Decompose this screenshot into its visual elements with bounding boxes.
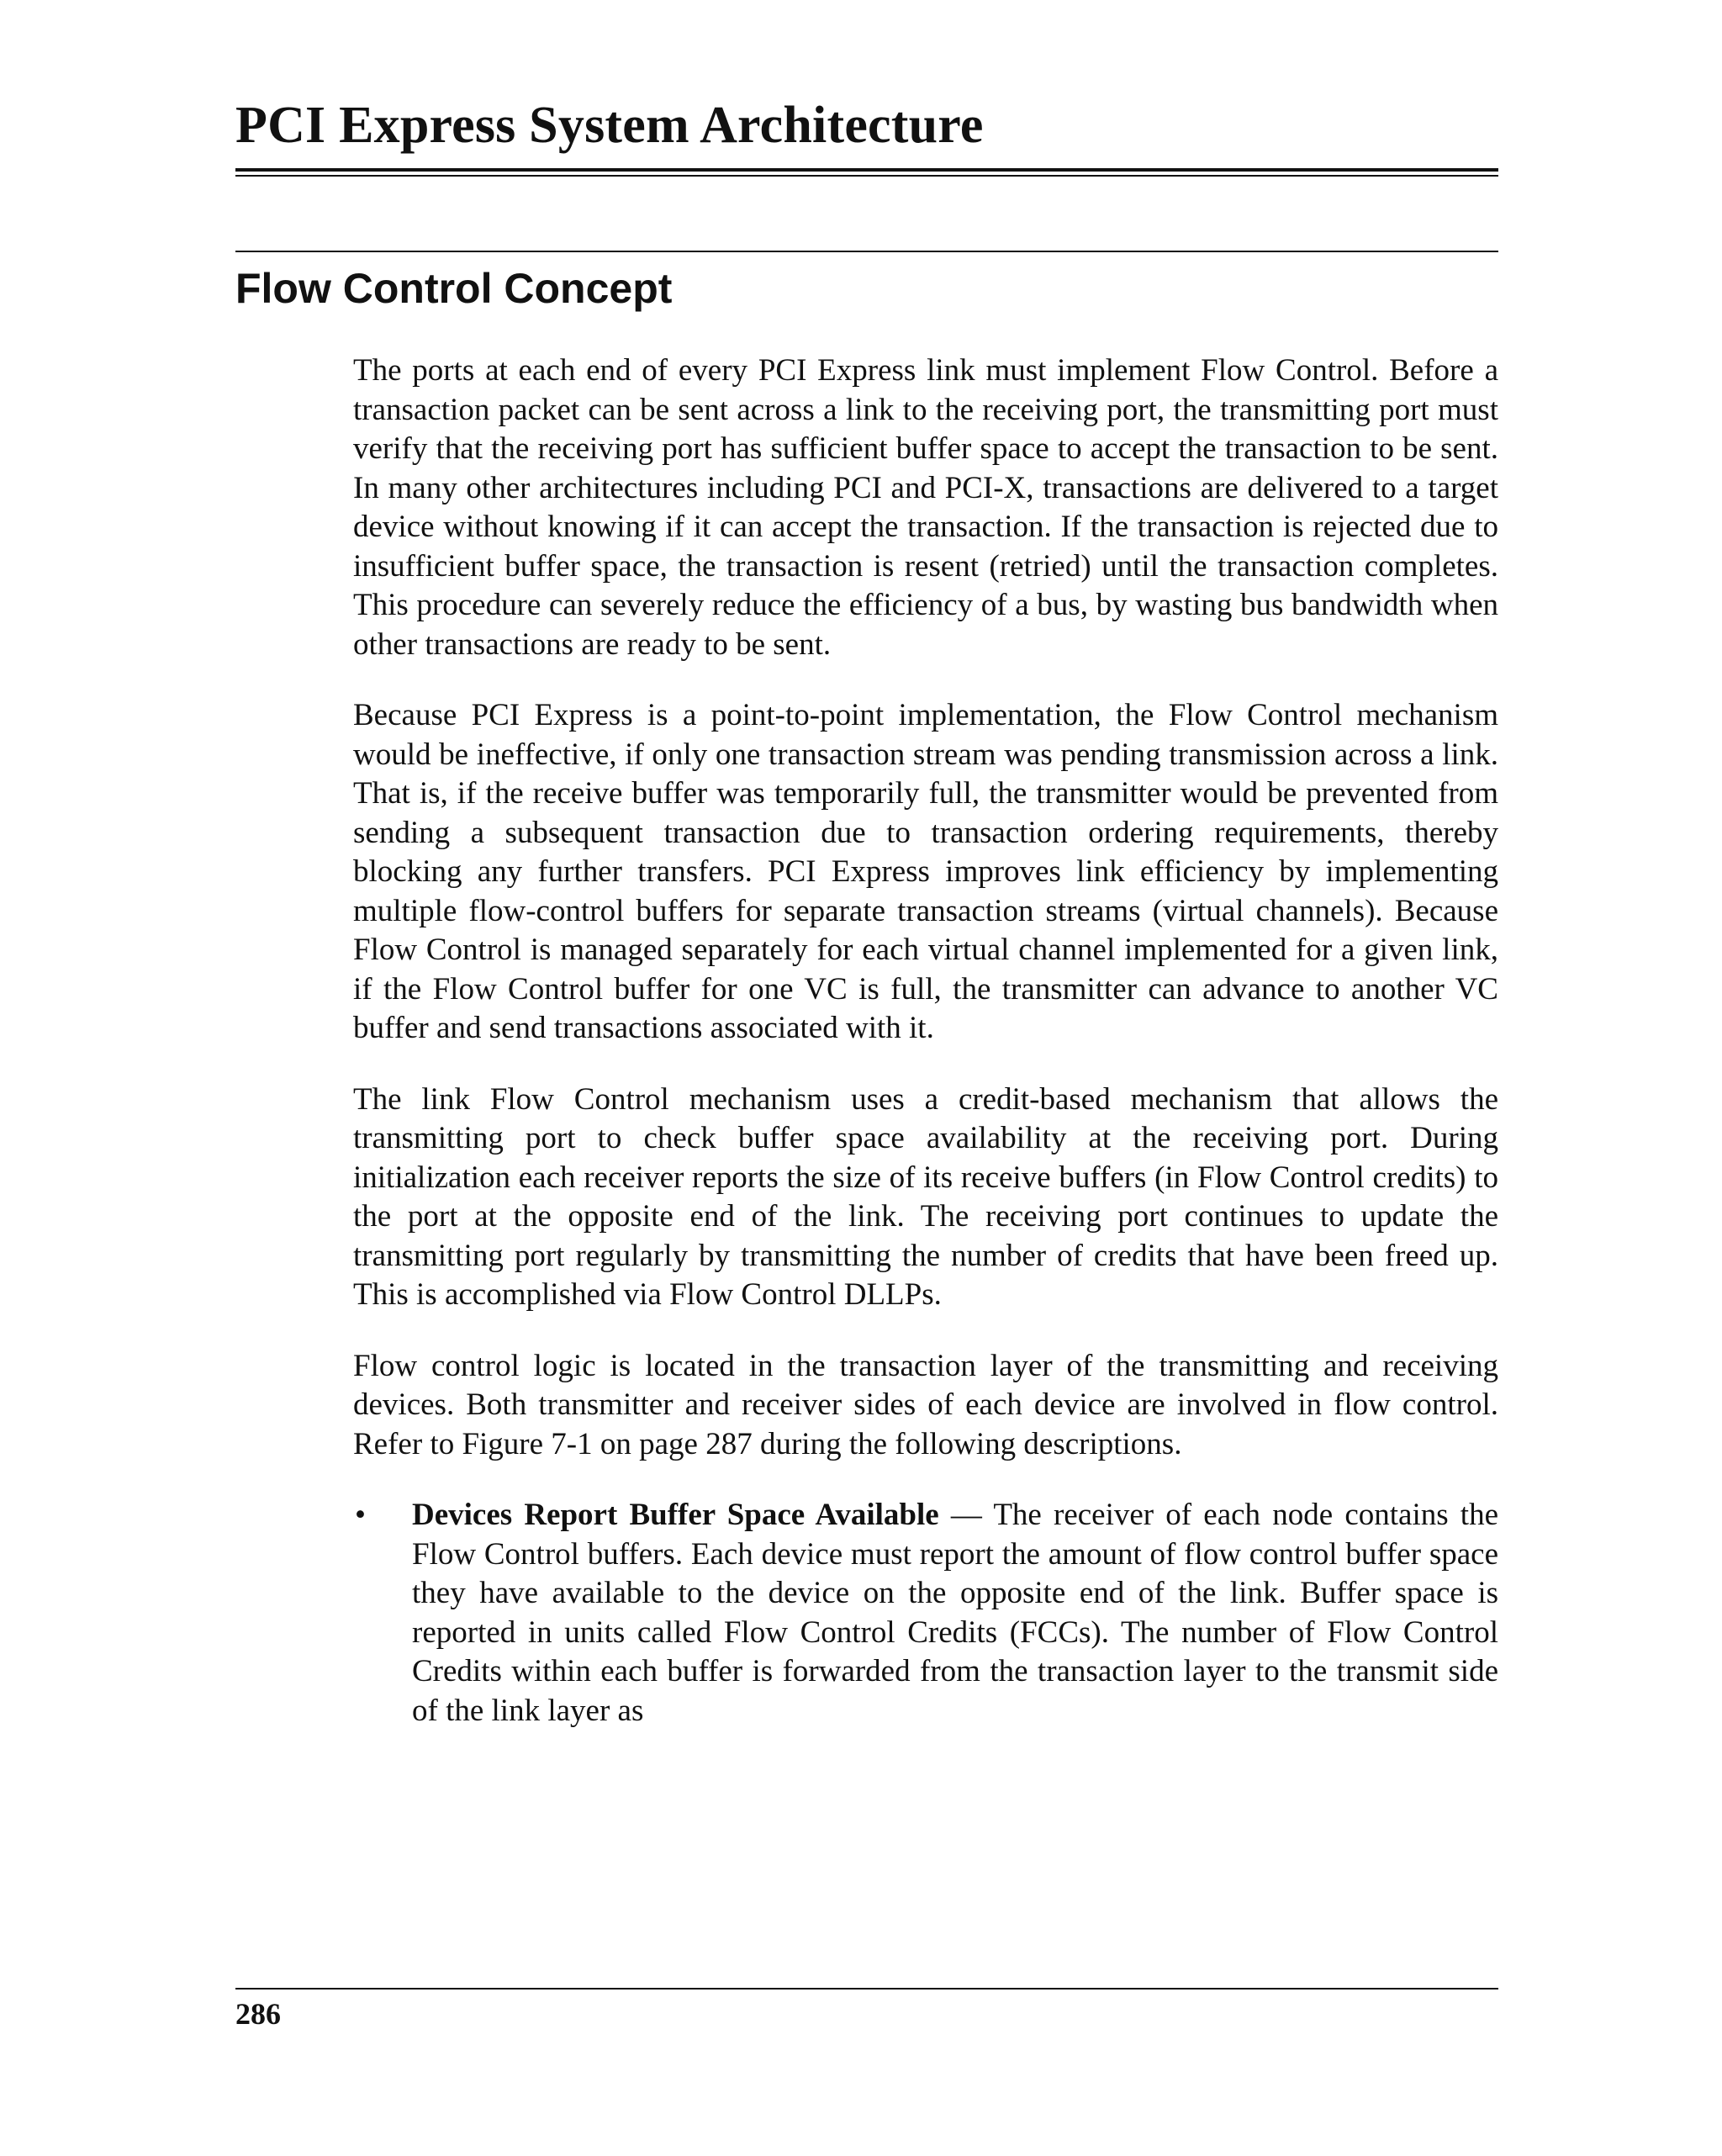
header-rule-thick	[235, 168, 1498, 172]
footer-rule	[235, 1988, 1498, 1990]
body-text	[353, 351, 1498, 1731]
bullet-text: — The receiver of each node contains the Flow Control buffers. Each device must report the amount of flow control buffer space they have available to the device on the opposite end of the link. Buffer space is reported in units called Flow Control Credits (FCCs). The number of Flow Control Credits within each buffer is forwarded from the transaction layer to the transmit side of the link layer as	[412, 1498, 1498, 1728]
paragraph-4: Flow control logic is located in the transaction layer of the transmitting and receiving devices. Both transmitter and receiver sides of each device are involved in flow control. Refer to Figure 7-1 on page 287 during the following descriptions.	[353, 1348, 1498, 1461]
bullet-marker: •	[355, 1498, 366, 1532]
header-rule-thin	[235, 175, 1498, 177]
section-title: Flow Control Concept	[235, 265, 673, 312]
page-number: 286	[235, 1997, 281, 2031]
running-head-title: PCI Express System Architecture	[235, 97, 984, 154]
section-rule	[235, 251, 1498, 252]
bullet-term: Devices Report Buffer Space Available	[412, 1498, 939, 1532]
bullet-item	[353, 1496, 1498, 1731]
paragraph-1: The ports at each end of every PCI Express link must implement Flow Control. Before a transaction packet can be sent across a link to the receiving port, the transmitting port must verify that the receiving port has sufficient buffer space to accept the transaction to be sent. In many other architectures including PCI and PCI-X, transactions are delivered to a target device without knowing if it can accept the transaction. If the transaction is rejected due to insufficient buffer space, the transaction is resent (retried) until the transaction completes. This procedure can severely reduce the efficiency of a bus, by wasting bus bandwidth when other transactions are ready to be sent.	[353, 353, 1498, 662]
paragraph-2: Because PCI Express is a point-to-point implementation, the Flow Control mechanism would be ineffective, if only one transaction stream was pending transmission across a link. That is, if the receive buffer was temporarily full, the transmitter would be prevented from sending a subsequent transaction due to transaction ordering requirements, thereby blocking any further transfers. PCI Express improves link efficiency by implementing multiple flow-control buffers for separate transaction streams (virtual channels). Because Flow Control is managed separately for each virtual channel implemented for a given link, if the Flow Control buffer for one VC is full, the transmitter can advance to another VC buffer and send transactions associated with it.	[353, 698, 1498, 1045]
paragraph-3: The link Flow Control mechanism uses a credit-based mechanism that allows the transmitting port to check buffer space availability at the receiving port. During initialization each receiver reports the size of its receive buffers (in Flow Control credits) to the port at the opposite end of the link. The receiving port continues to update the transmitting port regularly by transmitting the number of credits that have been freed up. This is accomplished via Flow Control DLLPs.	[353, 1081, 1498, 1312]
